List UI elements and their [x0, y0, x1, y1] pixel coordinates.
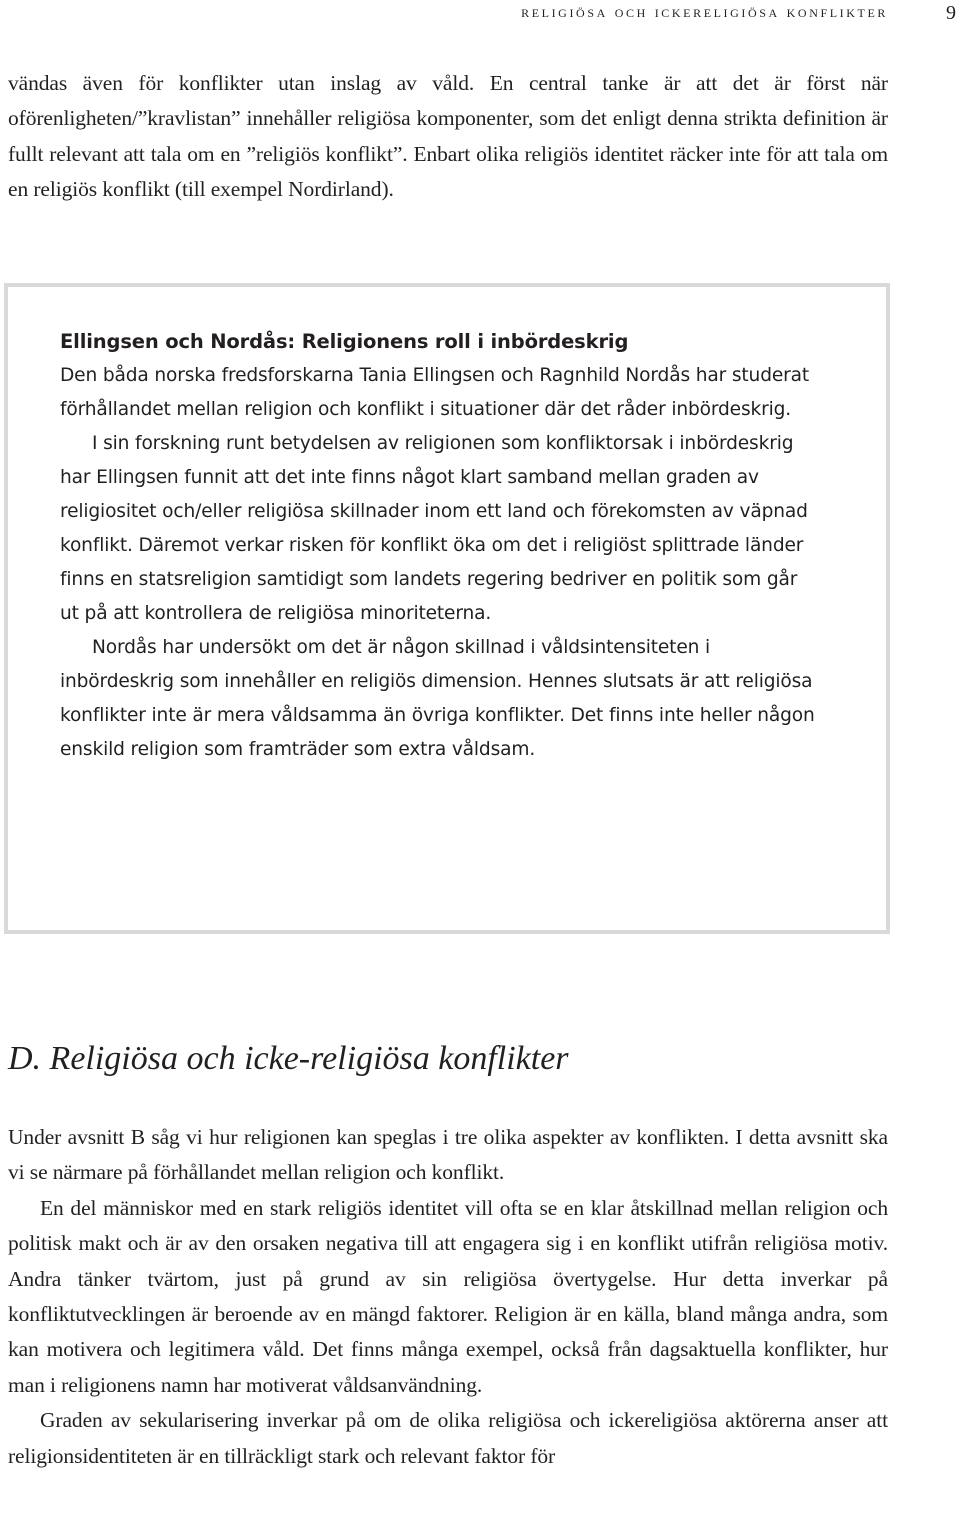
info-box-content	[60, 325, 820, 767]
section-body	[8, 1120, 888, 1474]
running-header	[0, 2, 960, 28]
page-number: 9	[946, 2, 956, 24]
intro-paragraph: vändas även för konflikter utan inslag av våld. En central tanke är att det är först när oförenligheten/”kravlistan” innehåller religiösa komponenter, som det enligt denna strikta definition är fullt relevant att tala om en ”religiös konflikt”. Enbart olika religiös identitet räcker inte för att tala om en religiös konflikt (till exempel Nordirland).	[8, 71, 888, 202]
info-box	[4, 283, 890, 934]
running-title: religiösa och ickereligiösa konflikter	[521, 2, 888, 21]
intro-text	[8, 66, 888, 208]
section-paragraph-3: Graden av sekularisering inverkar på om de olika religiösa och ickereligiösa aktörerna anser att religionsidentiteten är en tillräckligt stark och relevant faktor för	[8, 1408, 888, 1468]
section-paragraph-2: En del människor med en stark religiös identitet vill ofta se en klar åtskillnad mellan religion och politisk makt och är av den orsaken negativa till att engagera sig i en konflikt utifrån religiösa motiv. Andra tänker tvärtom, just på grund av sin religiösa övertygelse. Hur detta inverkar på konfliktutvecklingen är beroende av en mängd faktorer. Religion är en källa, bland många andra, som kan motivera och legitimera våld. Det finns många exempel, också från dagsaktuella konflikter, hur man i religionens namn har motiverat våldsanvändning.	[8, 1195, 888, 1397]
info-box-title: Ellingsen och Nordås: Religionens roll i inbördeskrig	[60, 330, 629, 353]
section-paragraph-1: Under avsnitt B såg vi hur religionen kan speglas i tre olika aspekter av konflikten. I detta avsnitt ska vi se närmare på förhållandet mellan religion och konflikt.	[8, 1125, 888, 1185]
section-heading: D. Religiösa och icke-religiösa konflikter	[8, 1040, 569, 1077]
info-box-paragraph-3: Nordås har undersökt om det är någon skillnad i våldsintensiteten i inbördeskrig som innehåller en religiös dimension. Hennes slutsats är att religiösa konflikter inte är mera våldsamma än övriga konflikter. Det finns inte heller någon enskild religion som framträder som extra våldsam.	[60, 637, 815, 760]
info-box-paragraph-1: Den båda norska fredsforskarna Tania Ellingsen och Ragnhild Nordås har studerat förhållandet mellan religion och konflikt i situationer där det råder inbördeskrig.	[60, 365, 810, 420]
info-box-paragraph-2: I sin forskning runt betydelsen av religionen som konfliktorsak i inbördeskrig har Ellingsen funnit att det inte finns något klart samband mellan graden av religiositet och/eller religiösa skillnader inom ett land och förekomsten av väpnad konflikt. Däremot verkar risken för konflikt öka om det i religiöst splittrade länder finns en statsreligion samtidigt som landets regering bedriver en politik som går ut på att kontrollera de religiösa minoriteterna.	[60, 433, 808, 624]
